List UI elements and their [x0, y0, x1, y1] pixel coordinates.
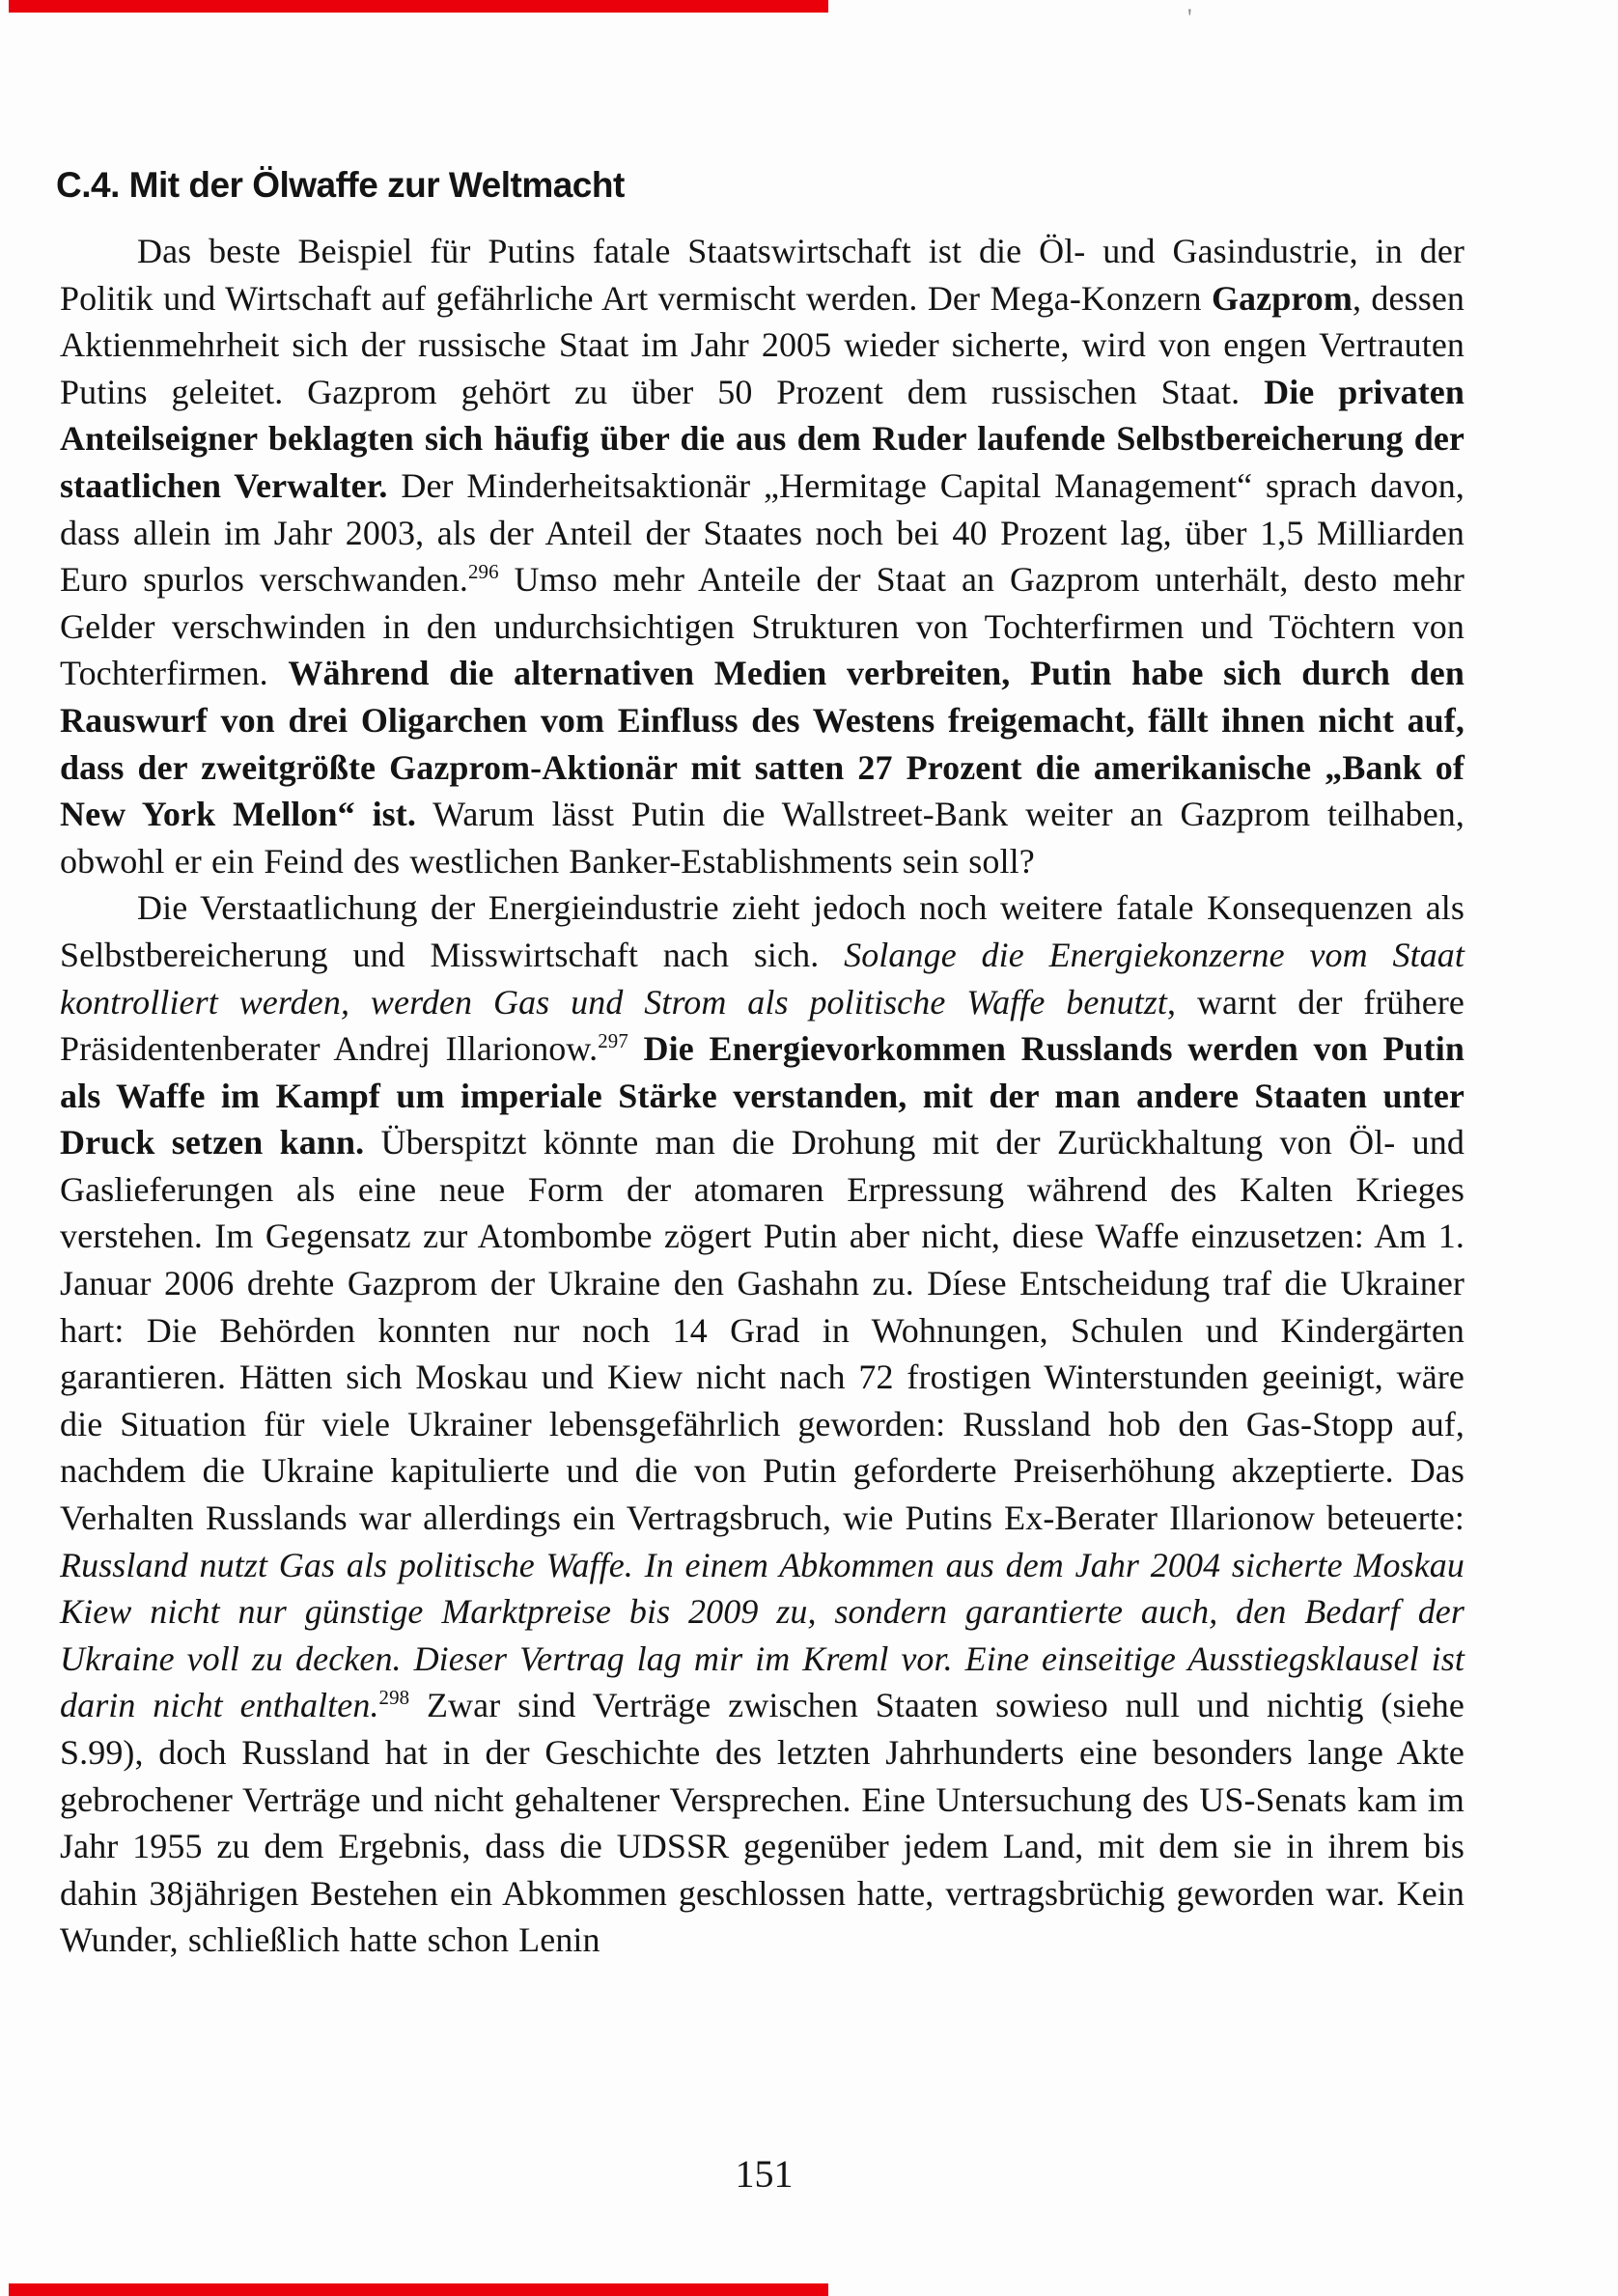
text-segment-n: Das beste Beispiel für Putins fatale Staatswirtschaft ist die Öl- und Gasindustrie, in der Politik und Wirtschaft auf gefährliche Art vermischt werden. Der Mega-Konzern: [60, 232, 1465, 318]
text-segment-b: Gazprom: [1211, 278, 1353, 318]
page-number: 151: [735, 2152, 794, 2196]
text-segment-b: Während die alternativen Medien verbreiten, Putin habe sich durch den Rauswurf von drei Oligarchen vom Einfluss des Westens freigemacht, fällt ihnen nicht auf, dass der zweitgrößte Gazprom-Aktionär mit satten 27 Prozent die amerikanische „Bank of New York Mellon“ ist.: [60, 654, 1465, 834]
body-text: [60, 228, 1465, 1964]
text-segment-i: Russland nutzt Gas als politische Waffe. In einem Abkommen aus dem Jahr 2004 sicherte Moskau Kiew nicht nur günstige Marktpreise bis 2009 zu, sondern garantierte auch, den Bedarf der Ukraine voll zu decken. Dieser Vertrag lag mir im Kreml vor. Eine einseitige Ausstiegsklausel ist darin nicht enthalten.: [60, 1545, 1465, 1725]
text-segment-sup: 297: [598, 1029, 628, 1053]
text-segment-n: Umso mehr Anteile der Staat an Gazprom unterhält, desto mehr Gelder verschwinden in den undurchsichtigen Strukturen von Tochterfirmen und Töchtern von Tochterfirmen.: [60, 560, 1465, 693]
scan-artifact-speck: ': [1187, 4, 1192, 32]
text-segment-i: Solange die Energiekonzerne vom Staat kontrolliert werden, werden Gas und Strom als politische Waffe benutzt: [60, 935, 1465, 1022]
text-segment-n: , warnt der frühere Präsidentenberater Andrej Illarionow.: [60, 982, 1465, 1069]
text-segment-n: Überspitzt könnte man die Drohung mit der Zurückhaltung von Öl- und Gaslieferungen als eine neue Form der atomaren Erpressung während des Kalten Krieges verstehen. Im Gegensatz zur Atombombe zögert Putin aber nicht, diese Waffe einzusetzen: Am 1. Januar 2006 drehte Gazprom der Ukraine den Gashahn zu. Díese Entscheidung traf die Ukrainer hart: Die Behörden konnten nur noch 14 Grad in Wohnungen, Schulen und Kindergärten garantieren. Hätten sich Moskau und Kiew nicht nach 72 frostigen Winterstunden geeinigt, wäre die Situation für viele Ukrainer lebensgefährlich geworden: Russland hob den Gas-Stopp auf, nachdem die Ukraine kapitulierte und die von Putin geforderte Preiserhöhung akzeptierte. Das Verhalten Russlands war allerdings ein Vertragsbruch, wie Putins Ex-Berater Illarionow beteuerte:: [60, 1123, 1465, 1538]
text-segment-b: Die privaten Anteilseigner beklagten sich häufig über die aus dem Ruder laufende Selbstbereicherung der staatlichen Verwalter.: [60, 372, 1465, 505]
text-segment-n: Die Verstaatlichung der Energieindustrie zieht jedoch noch weitere fatale Konsequenzen als Selbstbereicherung und Misswirtschaft nach sich.: [60, 888, 1465, 974]
text-segment-n: Warum lässt Putin die Wallstreet-Bank weiter an Gazprom teilhaben, obwohl er ein Feind des westlichen Banker-Establishments sein soll?: [60, 795, 1465, 881]
text-segment-b: Die Energievorkommen Russlands werden von Putin als Waffe im Kampf um imperiale Stärke verstanden, mit der man andere Staaten unter Druck setzen kann.: [60, 1029, 1465, 1162]
paragraph-1: [60, 228, 1465, 884]
text-segment-n: , dessen Aktienmehrheit sich der russische Staat im Jahr 2005 wieder sicherte, wird von engen Vertrauten Putins geleitet. Gazprom gehört zu über 50 Prozent dem russischen Staat.: [60, 278, 1465, 411]
paragraph-2: [60, 884, 1465, 1964]
text-segment-sup: 298: [378, 1686, 410, 1710]
page-edge-scan-bar-bottom: [9, 2283, 828, 2296]
text-segment-n: [628, 1029, 644, 1068]
text-segment-sup: 296: [468, 560, 499, 584]
chapter-heading: C.4. Mit der Ölwaffe zur Weltmacht: [56, 164, 625, 205]
text-segment-n: Der Minderheitsaktionär „Hermitage Capital Management“ sprach davon, dass allein im Jahr 2003, als der Anteil der Staates noch bei 40 Prozent lag, über 1,5 Milliarden Euro spurlos verschwanden.: [60, 465, 1465, 600]
page-edge-scan-bar-top: [9, 0, 828, 13]
text-segment-n: Zwar sind Verträge zwischen Staaten sowieso null und nichtig (siehe S.99), doch Russland hat in der Geschichte des letzten Jahrhunderts eine besonders lange Akte gebrochener Verträge und nicht gehaltener Versprechen. Eine Untersuchung des US-Senats kam im Jahr 1955 zu dem Ergebnis, dass die UDSSR gegenüber jedem Land, mit dem sie in ihrem bis dahin 38jährigen Bestehen ein Abkommen geschlossen hatte, vertragsbrüchig geworden war. Kein Wunder, schließlich hatte schon Lenin: [60, 1686, 1465, 1960]
